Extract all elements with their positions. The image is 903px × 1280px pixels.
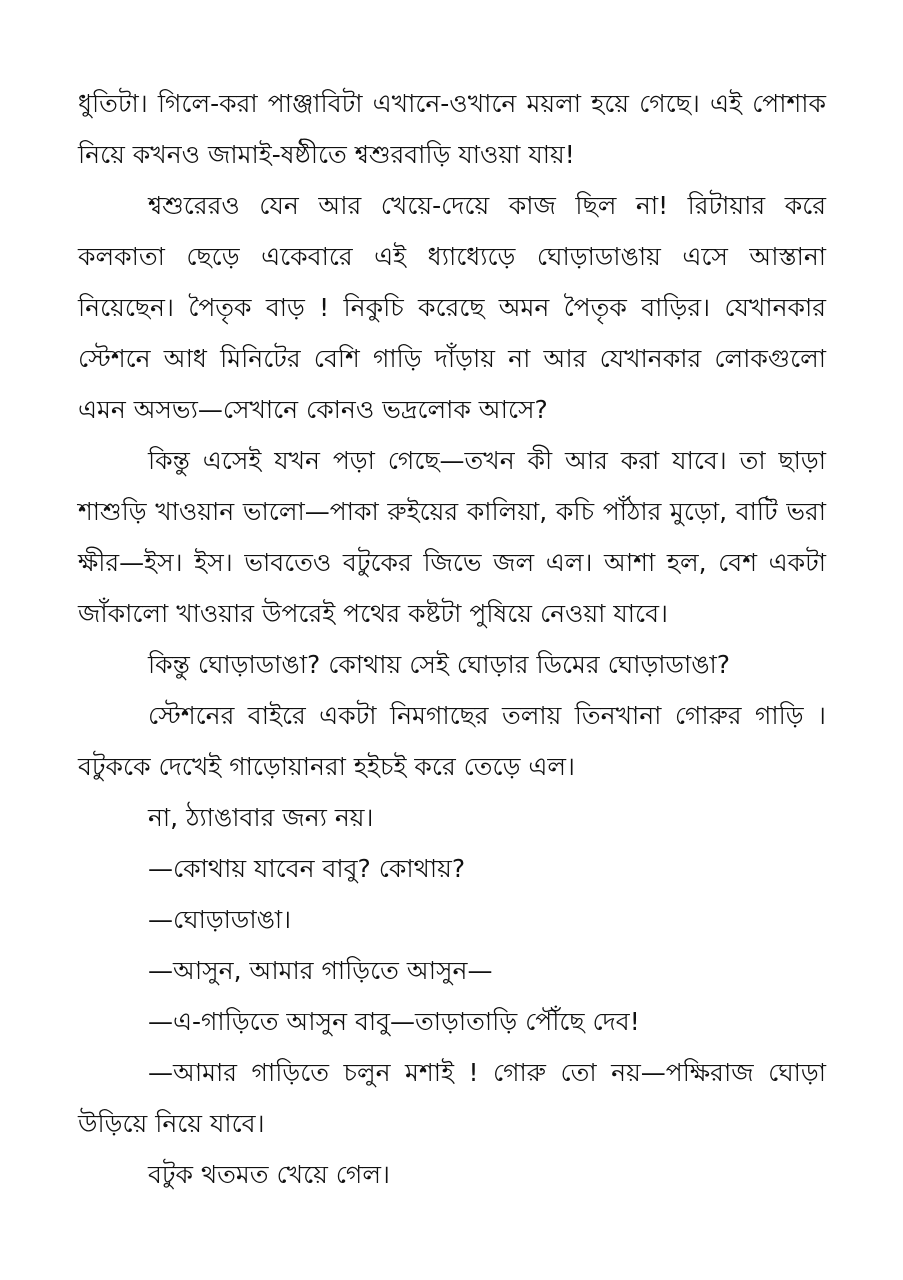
paragraph-11: —আমার গাড়িতে চলুন মশাই ! গোরু তো নয়—পক্ষিরাজ ঘোড়া উড়িয়ে নিয়ে যাবে। <box>78 1058 826 1138</box>
paragraph-3: কিন্তু এসেই যখন পড়া গেছে—তখন কী আর করা যাবে। তা ছাড়া শাশুড়ি খাওয়ান ভালো—পাকা রুইয়ের কালিয়া, কচি পাঁঠার মুড়ো, বাটি ভরা ক্ষীর—ইস। ইস। ভাবতেও বটুকের জিভে জল এল। আশা হল, বেশ একটা জাঁকালো খাওয়ার উপরেই পথের কষ্টটা পুষিয়ে নেওয়া যাবে। <box>78 446 826 628</box>
paragraph-6: না, ঠ্যাঙাবার জন্য নয়। <box>148 803 374 832</box>
paragraph-1: ধুতিটা। গিলে-করা পাঞ্জাবিটা এখানে-ওখানে ময়লা হয়ে গেছে। এই পোশাক নিয়ে কখনও জামাই-ষষ্ঠীতে শ্বশুরবাড়ি যাওয়া যায়! <box>78 89 826 169</box>
paragraph-5: স্টেশনের বাইরে একটা নিমগাছের তলায় তিনখানা গোরুর গাড়ি । বটুককে দেখেই গাড়োয়ানরা হইচই করে তেড়ে এল। <box>78 701 826 781</box>
paragraph-12: বটুক থতমত খেয়ে গেল। <box>148 1160 390 1189</box>
paragraph-7: —কোথায় যাবেন বাবু? কোথায়? <box>148 854 466 883</box>
document-page <box>78 78 826 1200</box>
paragraph-9: —আসুন, আমার গাড়িতে আসুন— <box>148 956 493 985</box>
paragraph-4: কিন্তু ঘোড়াডাঙা? কোথায় সেই ঘোড়ার ডিমের ঘোড়াডাঙা? <box>148 650 731 679</box>
paragraph-8: —ঘোড়াডাঙা। <box>148 905 292 934</box>
paragraph-2: শ্বশুরেরও যেন আর খেয়ে-দেয়ে কাজ ছিল না! রিটায়ার করে কলকাতা ছেড়ে একেবারে এই ধ্যাধ্যেড়ে ঘোড়াডাঙায় এসে আস্তানা নিয়েছেন। পৈতৃক বাড় ! নিকুচি করেছে অমন পৈতৃক বাড়ির। যেখানকার স্টেশনে আধ মিনিটের বেশি গাড়ি দাঁড়ায় না আর যেখানকার লোকগুলো এমন অসভ্য—সেখানে কোনও ভদ্রলোক আসে? <box>78 191 826 424</box>
paragraph-10: —এ-গাড়িতে আসুন বাবু—তাড়াতাড়ি পৌঁছে দেব! <box>148 1007 640 1036</box>
